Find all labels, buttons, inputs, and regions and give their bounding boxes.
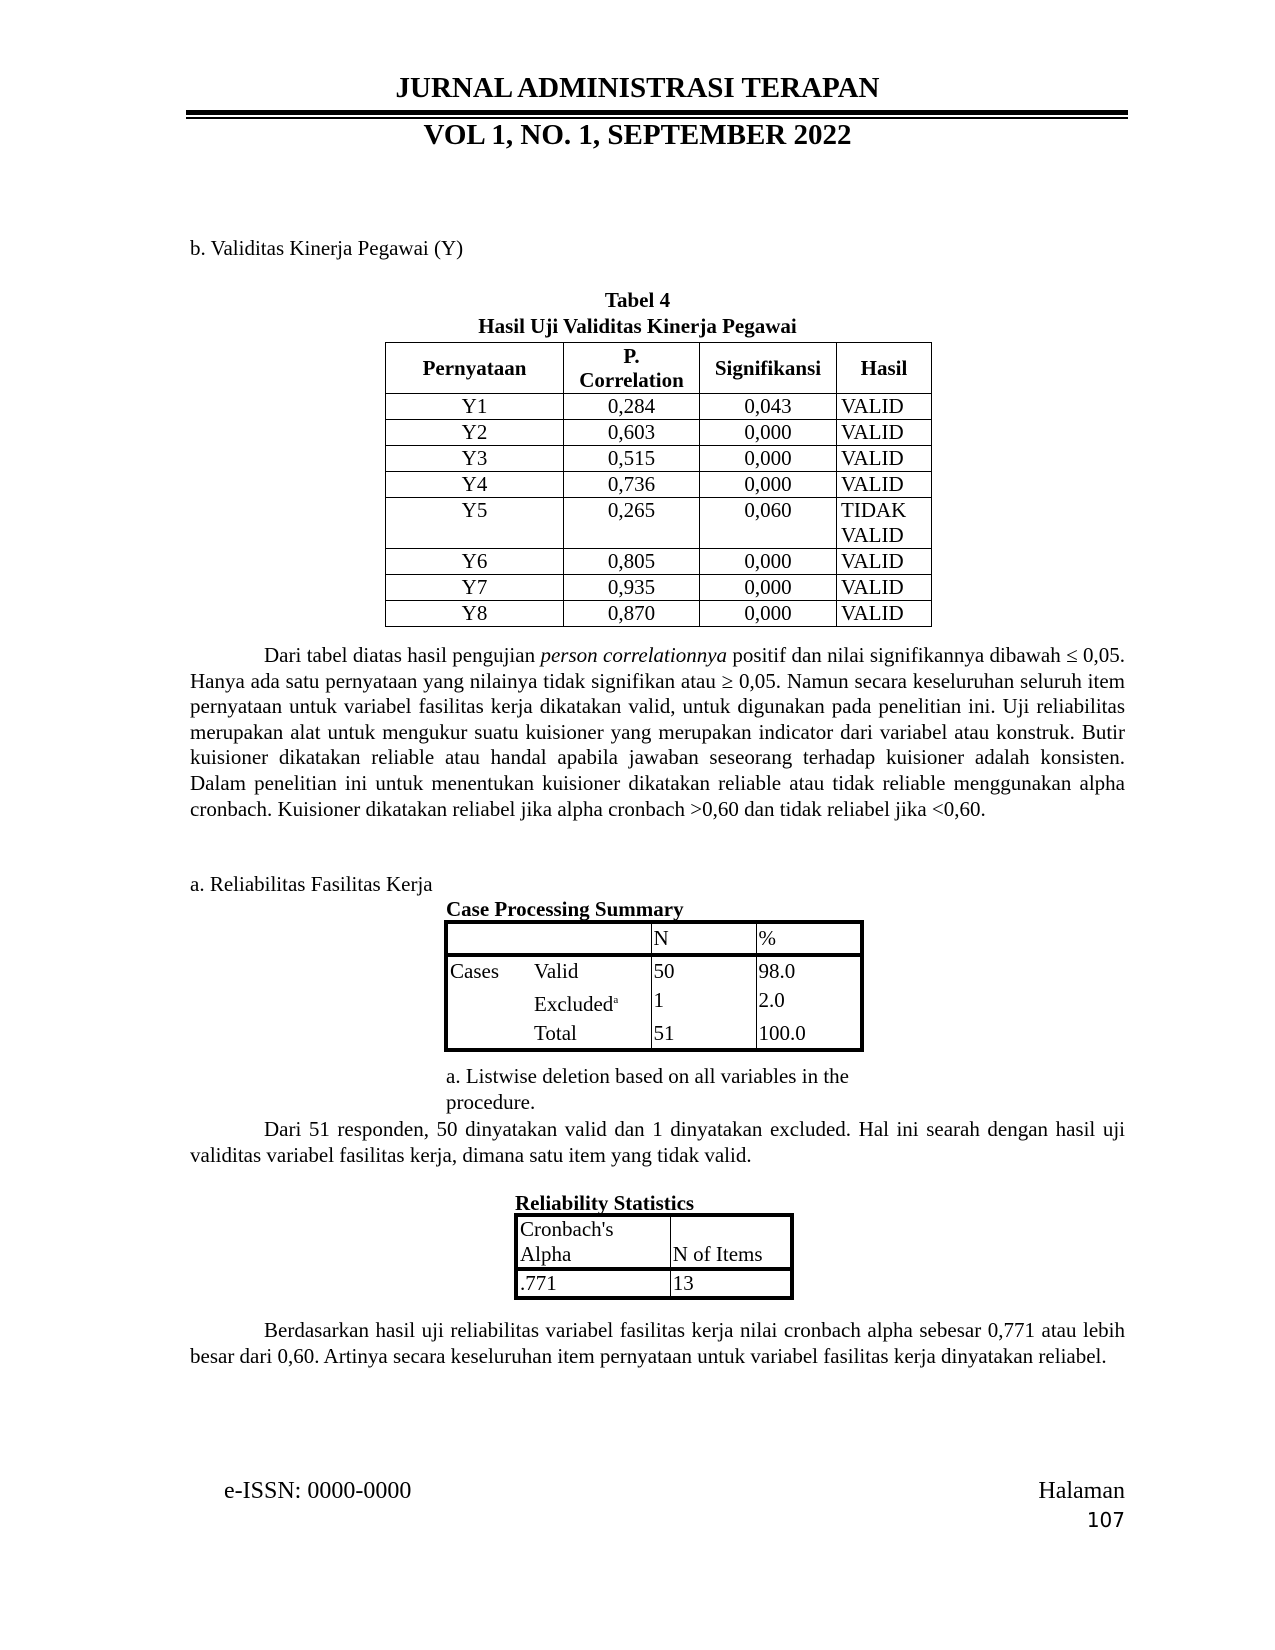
cell-correlation: 0,603 (564, 420, 700, 446)
cell-correlation: 0,265 (564, 498, 700, 549)
cell-hasil: VALID (837, 601, 932, 627)
case-summary-footnote: a. Listwise deletion based on all variables in the procedure. (446, 1064, 849, 1114)
cell-pernyataan: Y1 (386, 394, 564, 420)
journal-volume: VOL 1, NO. 1, SEPTEMBER 2022 (423, 119, 852, 151)
row-n: 50 (651, 955, 756, 986)
table4 (385, 342, 932, 627)
alpha-value: .771 (516, 1269, 670, 1298)
header-rule-thick (186, 110, 1128, 115)
cell-correlation: 0,736 (564, 472, 700, 498)
table-row (386, 472, 932, 498)
reliability-table (514, 1213, 794, 1300)
section-b-heading: b. Validitas Kinerja Pegawai (Y) (190, 236, 464, 260)
paragraph-1-italic: person correlationnya (540, 643, 728, 667)
cell-signifikansi: 0,000 (700, 601, 837, 627)
cell-pernyataan: Y5 (386, 498, 564, 549)
table4-header-pernyataan: Pernyataan (386, 343, 564, 394)
cell-signifikansi: 0,043 (700, 394, 837, 420)
table4-header-row (386, 343, 932, 394)
cell-correlation: 0,805 (564, 549, 700, 575)
cell-hasil: VALID (837, 446, 932, 472)
cell-correlation: 0,515 (564, 446, 700, 472)
table-row (446, 986, 862, 1019)
row-n: 1 (651, 986, 756, 1019)
items-value: 13 (672, 1271, 694, 1295)
col-n-items: N of Items (672, 1242, 763, 1266)
table-row (446, 955, 862, 986)
cases-label: Cases (450, 959, 499, 983)
table-row (386, 498, 932, 549)
cell-signifikansi: 0,000 (700, 446, 837, 472)
cell-correlation: 0,284 (564, 394, 700, 420)
col-n: N (651, 922, 756, 955)
row-pct: 2.0 (756, 986, 862, 1019)
table-row (516, 1269, 792, 1298)
cell-signifikansi: 0,000 (700, 420, 837, 446)
col-cronbach: Cronbach's Alpha (516, 1215, 670, 1269)
footer-page-number: 107 (1086, 1508, 1125, 1532)
row-label: Excluded$^a$ (534, 992, 619, 1016)
paragraph-3: Berdasarkan hasil uji reliabilitas variabel fasilitas kerja nilai cronbach alpha sebesar 0,771 atau lebih besar dari 0,60. Artinya secara keseluruhan item pernyataan untuk variabel fasilitas kerja dinyatakan reliabel. (190, 1318, 1125, 1368)
cell-signifikansi: 0,000 (700, 549, 837, 575)
cell-hasil: TIDAK VALID (837, 498, 932, 549)
cell-pernyataan: Y2 (386, 420, 564, 446)
table4-title: Hasil Uji Validitas Kinerja Pegawai (478, 314, 797, 338)
cell-hasil: VALID (837, 575, 932, 601)
paragraph-1-part2: positif dan nilai signifikannya dibawah ≤ 0,05. Hanya ada satu pernyataan yang nilainya tidak signifikan atau ≥ 0,05. Namun secara keseluruhan seluruh item pernyataan untuk variabel fasilitas kerja dikatakan valid, untuk digunakan pada penelitian ini. Uji reliabilitas merupakan alat untuk mengukur suatu kuisioner yang merupakan indicator dari variabel atau konstruk. Butir kuisioner dikatakan reliable atau handal apabila jawaban seseorang terhadap kuisioner adalah konsisten. Dalam penelitian ini untuk menentukan kuisioner dikatakan reliable atau tidak reliable menggunakan alpha cronbach. Kuisioner dikatakan reliabel jika alpha cronbach >0,60 dan tidak reliabel jika <0,60. (190, 643, 1125, 821)
table4-header-correlation (564, 343, 700, 394)
footnote-marker: a (613, 994, 619, 1006)
cell-signifikansi: 0,000 (700, 575, 837, 601)
cell-hasil: VALID (837, 394, 932, 420)
col-pct: % (756, 922, 862, 955)
cell-hasil: VALID (837, 420, 932, 446)
footer-halaman: Halaman (1038, 1478, 1125, 1504)
table-row (386, 601, 932, 627)
row-pct: 100.0 (756, 1019, 862, 1050)
paragraph-1 (190, 643, 1125, 822)
row-label: Valid (534, 959, 579, 983)
row-n: 51 (651, 1019, 756, 1050)
cell-correlation: 0,935 (564, 575, 700, 601)
case-summary-title: Case Processing Summary (446, 897, 684, 921)
paragraph-2: Dari 51 responden, 50 dinyatakan valid dan 1 dinyatakan excluded. Hal ini searah dengan hasil uji validitas variabel fasilitas kerja, dimana satu item yang tidak valid. (190, 1117, 1125, 1167)
section-a-heading: a. Reliabilitas Fasilitas Kerja (190, 872, 433, 896)
table-row (386, 446, 932, 472)
journal-title: JURNAL ADMINISTRASI TERAPAN (395, 72, 880, 104)
cell-signifikansi: 0,060 (700, 498, 837, 549)
cell-correlation: 0,870 (564, 601, 700, 627)
table-row (386, 575, 932, 601)
cell-pernyataan: Y7 (386, 575, 564, 601)
table4-header-hasil: Hasil (837, 343, 932, 394)
case-summary-table (444, 920, 864, 1052)
footer-issn: e-ISSN: 0000-0000 (224, 1478, 412, 1504)
header-p: P. (623, 344, 640, 368)
table-row (386, 394, 932, 420)
cell-hasil: VALID (837, 549, 932, 575)
cell-pernyataan: Y3 (386, 446, 564, 472)
reliability-title: Reliability Statistics (515, 1191, 695, 1215)
table4-header-signifikansi: Signifikansi (700, 343, 837, 394)
cell-pernyataan: Y8 (386, 601, 564, 627)
cell-hasil: VALID (837, 472, 932, 498)
table-row (446, 1019, 862, 1050)
table4-label: Tabel 4 (604, 288, 671, 312)
row-pct: 98.0 (756, 955, 862, 986)
row-label: Total (534, 1021, 577, 1045)
cell-signifikansi: 0,000 (700, 472, 837, 498)
table-row (386, 420, 932, 446)
cell-pernyataan: Y4 (386, 472, 564, 498)
paragraph-1-part1: Dari tabel diatas hasil pengujian (264, 643, 541, 667)
header-correlation: Correlation (579, 368, 684, 392)
cell-pernyataan: Y6 (386, 549, 564, 575)
table-row (386, 549, 932, 575)
